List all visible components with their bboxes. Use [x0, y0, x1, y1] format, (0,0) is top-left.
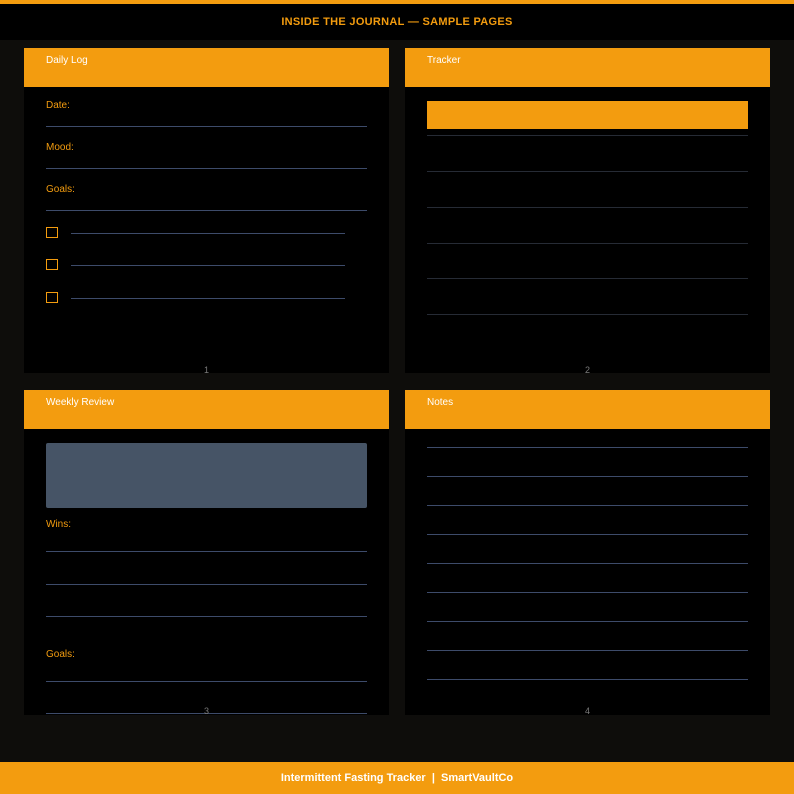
notes-line: [427, 505, 748, 506]
page-weekly-review: [24, 390, 389, 715]
page-daily-log: [24, 48, 389, 373]
checklist-line: [71, 233, 345, 234]
review-summary-box: [46, 443, 367, 508]
page-header: [24, 48, 389, 87]
tracker-row-line: [427, 314, 748, 315]
tracker-row-line: [427, 135, 748, 136]
mood-line: [46, 168, 367, 169]
page-title: Notes: [427, 397, 454, 408]
notes-line: [427, 592, 748, 593]
page-title: Weekly Review: [46, 397, 115, 408]
page-title: Daily Log: [46, 55, 88, 66]
page-header: [405, 48, 770, 87]
tracker-row-line: [427, 243, 748, 244]
notes-line: [427, 650, 748, 651]
checklist-line: [71, 265, 345, 266]
top-banner: [0, 4, 794, 40]
goals-label: Goals:: [46, 184, 75, 195]
goals-line: [46, 210, 367, 211]
tracker-row-line: [427, 171, 748, 172]
wins-line: [46, 616, 367, 617]
footer-bar: [0, 762, 794, 794]
page-number: 4: [584, 706, 590, 716]
footer-text: Intermittent Fasting Tracker | SmartVaultCo: [280, 772, 514, 784]
wins-line: [46, 584, 367, 585]
page-number: 3: [203, 706, 209, 716]
notes-line: [427, 476, 748, 477]
checkbox[interactable]: [46, 227, 58, 238]
notes-line: [427, 679, 748, 680]
wins-label: Wins:: [46, 519, 71, 530]
page-tracker: [405, 48, 770, 373]
notes-line: [427, 621, 748, 622]
wins-line: [46, 551, 367, 552]
page-header: [405, 390, 770, 429]
tracker-header-row: [427, 101, 748, 129]
checkbox[interactable]: [46, 259, 58, 270]
page-header: [24, 390, 389, 429]
checkbox[interactable]: [46, 292, 58, 303]
notes-line: [427, 534, 748, 535]
notes-line: [427, 447, 748, 448]
page-number: 1: [203, 365, 209, 375]
checklist-line: [71, 298, 345, 299]
banner-title: INSIDE THE JOURNAL — SAMPLE PAGES: [281, 16, 513, 28]
page-notes: [405, 390, 770, 715]
notes-line: [427, 563, 748, 564]
goals-label: Goals:: [46, 649, 75, 660]
mood-label: Mood:: [46, 142, 74, 153]
goals-line: [46, 681, 367, 682]
page-title: Tracker: [427, 55, 461, 66]
tracker-row-line: [427, 207, 748, 208]
page-number: 2: [584, 365, 590, 375]
date-label: Date:: [46, 100, 70, 111]
date-line: [46, 126, 367, 127]
tracker-row-line: [427, 278, 748, 279]
